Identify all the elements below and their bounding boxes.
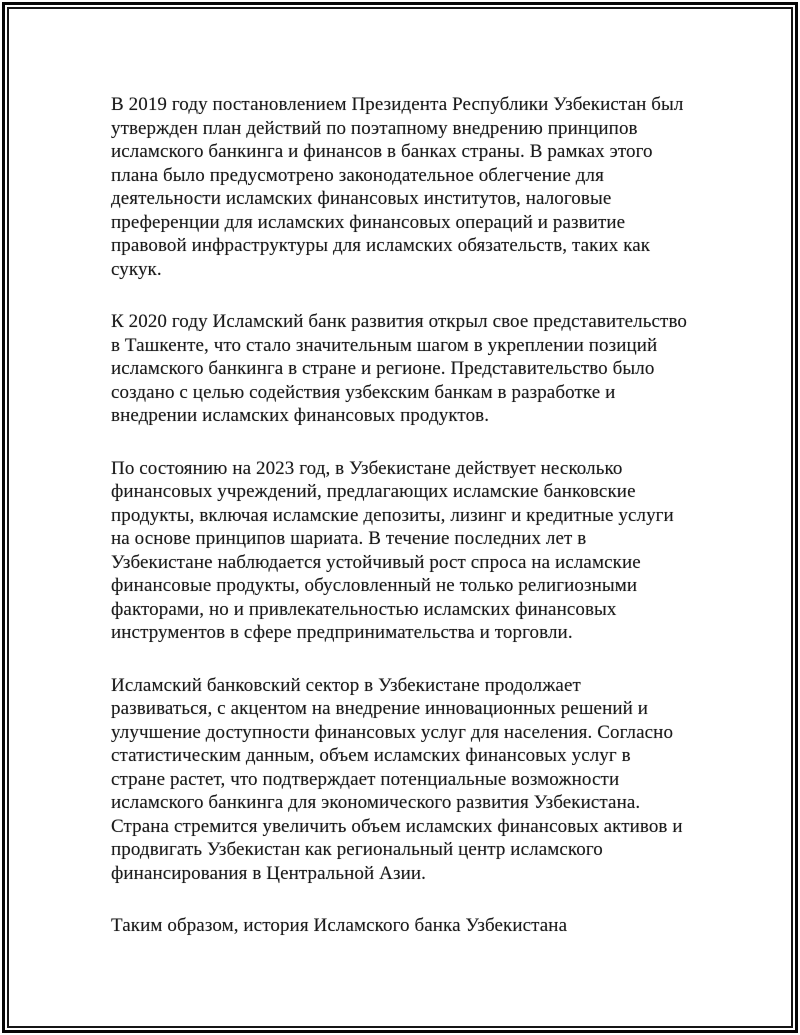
paragraph-3: По состоянию на 2023 год, в Узбекистане действует несколько финансовых учреждений, предлагающих исламские банковские продукты, включая исламские депозиты, лизинг и кредитные услуги на основе принципов шариата. В течение последних лет в Узбекистане наблюдается устойчивый рост спроса на исламские финансовые продукты, обусловленный не только религиозными факторами, но и привлекательностью исламских финансовых инструментов в сфере предпринимательства и торговли. (111, 457, 674, 643)
page-border-frame-outer (2, 2, 798, 1033)
paragraph-4: Исламский банковский сектор в Узбекистане продолжает развиваться, с акцентом на внедрение инновационных решений и улучшение доступности финансовых услуг для населения. Согласно статистическим данным, объем исламских финансовых услуг в стране растет, что подтверждает потенциальные возможности исламского банкинга для экономического развития Узбекистана. Страна стремится увеличить объем исламских финансовых активов и продвигать Узбекистан как региональный центр исламского финансирования в Центральной Азии. (111, 674, 683, 884)
paragraph-5: Таким образом, история Исламского банка Узбекистана (111, 915, 568, 936)
document-content (9, 9, 791, 1026)
paragraph-2: К 2020 году Исламский банк развития открыл свое представительство в Ташкенте, что стало значительным шагом в укреплении позиций исламского банкинга в стране и регионе. Представительство было создано с целью содействия узбекским банкам в разработке и внедрении исламских финансовых продуктов. (111, 311, 687, 426)
page-border-frame-inner (7, 7, 793, 1028)
paragraph-1: В 2019 году постановлением Президента Республики Узбекистан был утвержден план действий по поэтапному внедрению принципов исламского банкинга и финансов в банках страны. В рамках этого плана было предусмотрено законодательное облегчение для деятельности исламских финансовых институтов, налоговые преференции для исламских финансовых операций и развитие правовой инфраструктуры для исламских обязательств, таких как сукук. (111, 94, 684, 280)
